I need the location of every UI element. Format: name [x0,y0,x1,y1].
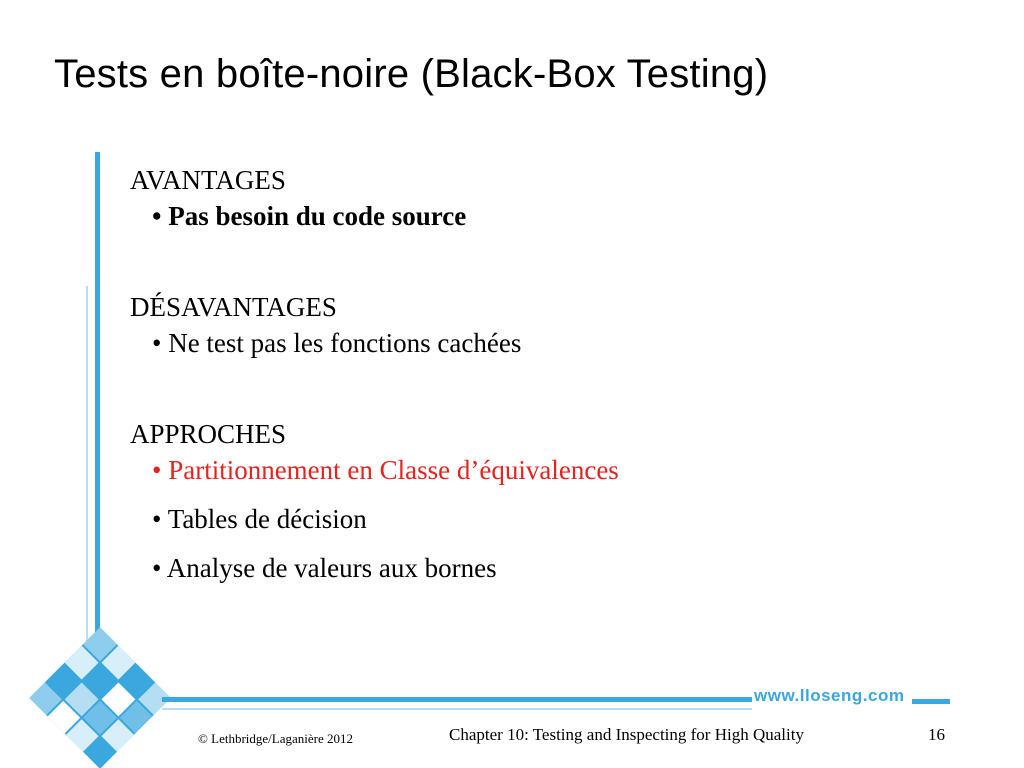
page-number: 16 [928,725,945,744]
footer-copyright: © Lethbridge/Laganière 2012 [198,731,353,746]
footer-rule-thin [162,708,752,710]
bullet-text: Tables de décision [167,504,367,534]
bullet-glyph: • [152,328,162,358]
section-heading-approches: APPROCHES [130,419,287,449]
bullet-item [152,550,619,586]
bullet-item [152,198,619,234]
bullet-glyph: • [152,455,162,485]
bullet-text: Pas besoin du code source [168,201,467,231]
bullet-text: Ne test pas les fonctions cachées [168,328,522,358]
footer-url: www.lloseng.com [754,686,905,705]
vertical-rule [95,152,100,692]
section-heading-desavantages: DÉSAVANTAGES [130,292,337,322]
bullet-glyph: • [152,553,162,583]
diamond-mosaic-logo [20,618,180,768]
bullet-item [152,501,619,537]
bullet-text: Partitionnement en Classe d’équivalences [168,455,619,485]
slide-content [130,162,619,599]
bullet-item [152,325,619,361]
bullet-item-highlighted [152,452,619,488]
footer-rule [162,697,752,702]
section-heading-avantages: AVANTAGES [130,165,286,195]
bullet-text: Analyse de valeurs aux bornes [166,553,497,583]
bullet-glyph: • [152,201,162,231]
footer-chapter: Chapter 10: Testing and Inspecting for High Quality [449,725,804,744]
bullet-glyph: • [152,504,162,534]
footer-rule-right [912,699,950,704]
slide-title: Tests en boîte-noire (Black-Box Testing) [54,52,769,96]
